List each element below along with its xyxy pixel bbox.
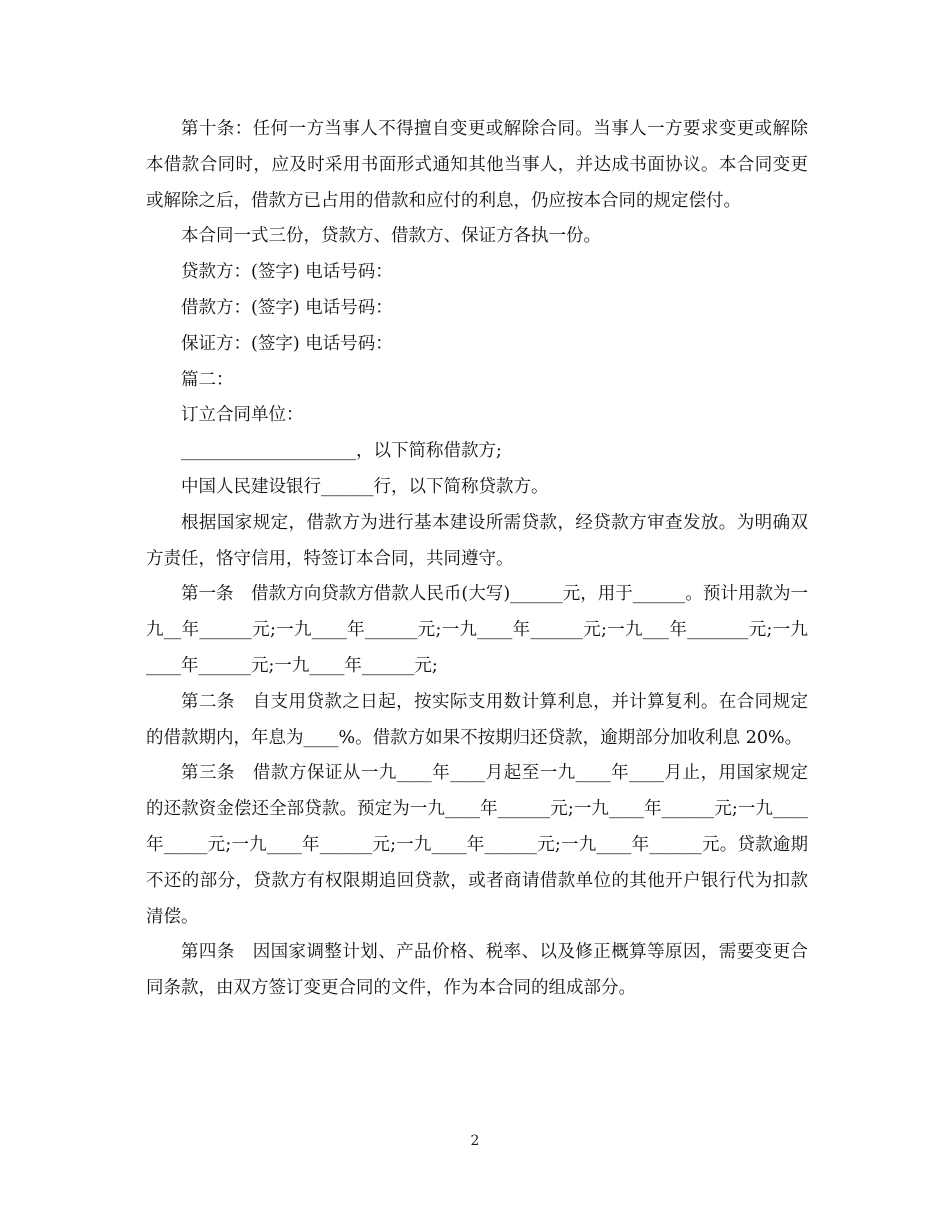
paragraph-borrower-blank: ____________________，以下简称借款方; xyxy=(181,441,502,462)
section-heading: 篇二： xyxy=(181,369,234,390)
paragraph-article-1: 第一条 借款方向贷款方借款人民币(大写)______元，用于______。预计用款为一九__年______元;一九____年______元;一九____年______元;一九___年_______元;一九____年______元;一九____年______元; xyxy=(146,584,808,676)
paragraph-article-2: 第二条 自支用贷款之日起，按实际支用数计算利息，并计算复利。在合同规定的借款期内，年息为____%。借款方如果不按期归还贷款，逾期部分加收利息 20%。 xyxy=(146,691,808,748)
paragraph-lender-signature: 贷款方：(签字) 电话号码： xyxy=(181,262,393,283)
paragraph-article-10: 第十条：任何一方当事人不得擅自变更或解除合同。当事人一方要求变更或解除本借款合同时，应及时采用书面形式通知其他当事人，并达成书面协议。本合同变更或解除之后，借款方已占用的借款和应付的利息，仍应按本合同的规定偿付。 xyxy=(146,119,808,211)
paragraph-copies: 本合同一式三份，贷款方、借款方、保证方各执一份。 xyxy=(181,226,601,247)
paragraph-article-3: 第三条 借款方保证从一九____年____月起至一九____年____月止，用国家规定的还款资金偿还全部贷款。预定为一九____年______元;一九____年______元;一九____年_____元;一九____年______元;一九____年______元;一九____年______元。贷款逾期不还的部分，贷款方有权限期追回贷款，或者商请借款单位的其他开户银行代为扣款清偿。 xyxy=(146,763,808,927)
paragraph-guarantor-signature: 保证方：(签字) 电话号码： xyxy=(181,333,393,354)
paragraph-contract-parties: 订立合同单位： xyxy=(181,405,304,426)
paragraph-preamble: 根据国家规定，借款方为进行基本建设所需贷款，经贷款方审查发放。为明确双方责任，恪守信用，特签订本合同，共同遵守。 xyxy=(146,512,808,569)
paragraph-article-4: 第四条 因国家调整计划、产品价格、税率、以及修正概算等原因，需要变更合同条款，由双方签订变更合同的文件，作为本合同的组成部分。 xyxy=(146,942,808,999)
paragraph-lender-bank: 中国人民建设银行______行，以下简称贷款方。 xyxy=(181,476,549,497)
paragraph-borrower-signature: 借款方：(签字) 电话号码： xyxy=(181,297,393,318)
document-body xyxy=(146,112,808,1007)
page-number: 2 xyxy=(470,1133,480,1149)
